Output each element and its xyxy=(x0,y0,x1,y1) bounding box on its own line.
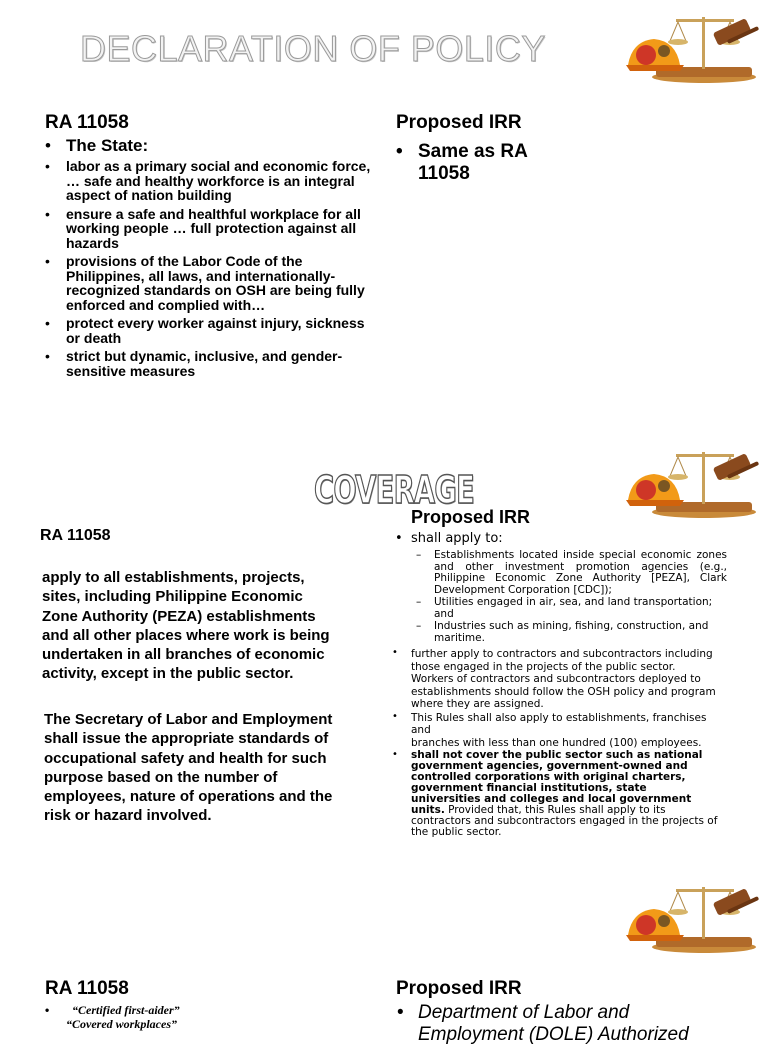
further-apply-text: • further apply to contractors and subcontractors including those engaged in the projects of the public sector. xyxy=(411,648,713,673)
left-heading: RA 11058 xyxy=(40,527,111,544)
right-heading: Proposed IRR xyxy=(411,507,531,527)
list-item: • protect every worker against injury, sickness or death xyxy=(44,316,374,345)
right-heading: Proposed IRR xyxy=(396,112,522,133)
list-item: – Industries such as mining, fishing, construction, and maritime. xyxy=(411,621,727,644)
list-item: – Establishments located inside special economic zones and other investment promotion agencies (e.g., Philippine Economic Zone Authority [PEZA], Clark Development Corporation [CDC]); xyxy=(411,550,727,596)
slide-declaration-of-policy xyxy=(0,0,768,430)
coverage-paragraph: apply to all establishments, projects, sites, including Philippine Economic Zone Authority (PEZA) establishments and all other places where work is being undertaken in all branches of economic activity, except in the public sector. xyxy=(42,569,330,683)
list-item xyxy=(389,712,719,750)
list-item: • Department of Labor and Employment (DOLE) Authorized xyxy=(396,1002,726,1046)
same-as-item: • Same as RA 11058 xyxy=(396,141,556,185)
scales-gavel-hardhat-icon xyxy=(626,440,768,520)
list-item: “Covered workplaces” xyxy=(66,1017,177,1031)
not-cover-text: shall not cover the public sector such as national government agencies, government-owned and controlled corporations with original charters, government financial institutions, state universities and colleges and local government units. xyxy=(411,749,703,816)
list-item: • strict but dynamic, inclusive, and gender-sensitive measures xyxy=(44,349,374,378)
irr-list xyxy=(396,1002,726,1046)
slide-coverage xyxy=(0,430,768,860)
list-item xyxy=(389,648,719,711)
list-item: • provisions of the Labor Code of the Philippines, all laws, and internationally-recognized standards on OSH are being fully enforced and complied with… xyxy=(44,254,374,312)
list-item: … safe and healthy workforce is an integral aspect of nation building xyxy=(66,172,355,203)
workers-text: Workers of contractors and subcontractors deployed to establishments should follow the OSH policy and program where they are assigned. xyxy=(411,673,716,710)
list-item xyxy=(389,750,719,838)
list-item: • “Certified first-aider” xyxy=(44,1003,344,1017)
slide-title: COVERAGE xyxy=(314,468,475,512)
proposed-irr-content xyxy=(389,531,739,839)
slide-definitions xyxy=(0,860,768,1045)
scales-gavel-hardhat-icon xyxy=(626,5,768,85)
definition-list xyxy=(44,1003,344,1031)
secretary-paragraph: The Secretary of Labor and Employment shall issue the appropriate standards of occupational safety and health for such purpose based on the number of employees, nature of operations and the risk or hazard involved. xyxy=(44,711,333,825)
same-as-text: Same as RA 11058 xyxy=(418,141,528,184)
dot-list xyxy=(389,648,719,838)
left-bullet-list xyxy=(44,137,374,382)
dash-list xyxy=(411,550,727,644)
provided-text: Provided that, this Rules shall apply to its contractors and subcontractors engaged in the projects of the public sector. xyxy=(411,804,718,838)
left-heading: RA 11058 xyxy=(45,112,129,133)
shall-apply-text: • shall apply to: xyxy=(389,531,739,546)
list-item: • The State: xyxy=(44,137,374,155)
list-item: • labor as a primary social and economic force, xyxy=(44,159,374,174)
rules-apply-text: • This Rules shall also apply to establishments, franchises and xyxy=(411,711,707,736)
left-heading: RA 11058 xyxy=(45,978,129,999)
list-item: – Utilities engaged in air, sea, and land transportation; and xyxy=(411,597,727,620)
rules-apply-text-2: branches with less than one hundred (100) employees. xyxy=(411,736,702,749)
list-item: • ensure a safe and healthful workplace for all working people … full protection against all hazards xyxy=(44,207,374,251)
slide-title: DECLARATION OF POLICY xyxy=(80,28,546,69)
scales-gavel-hardhat-icon xyxy=(626,875,768,955)
right-heading: Proposed IRR xyxy=(396,978,522,999)
